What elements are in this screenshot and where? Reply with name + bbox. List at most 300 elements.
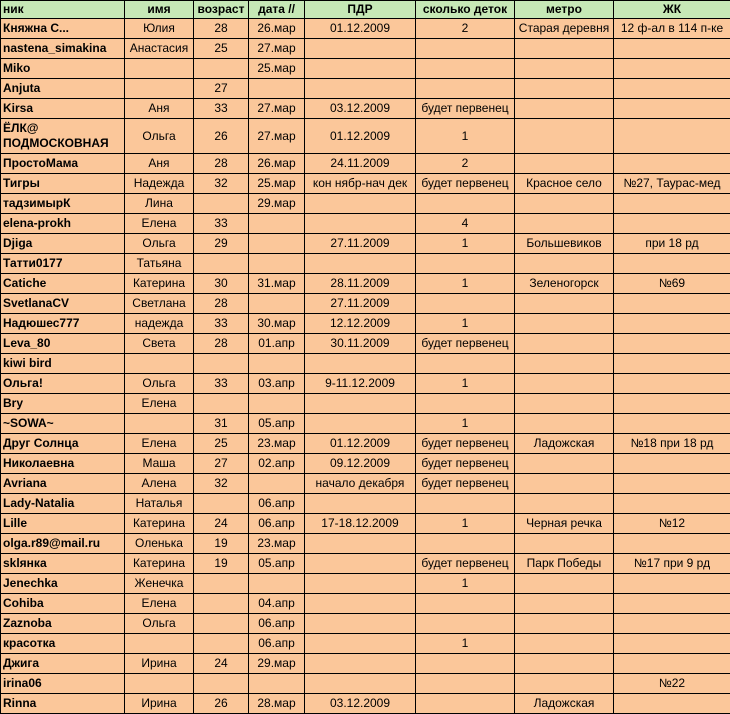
date-cell[interactable]: 04.апр bbox=[249, 594, 305, 614]
name-cell[interactable]: Татьяна bbox=[125, 254, 194, 274]
metro-cell[interactable] bbox=[515, 534, 614, 554]
kids-cell[interactable]: 4 bbox=[416, 214, 515, 234]
metro-cell[interactable] bbox=[515, 39, 614, 59]
kids-cell[interactable]: 1 bbox=[416, 574, 515, 594]
name-cell[interactable]: Анастасия bbox=[125, 39, 194, 59]
clinic-cell[interactable] bbox=[614, 454, 730, 474]
kids-cell[interactable] bbox=[416, 59, 515, 79]
age-cell[interactable]: 28 bbox=[194, 19, 249, 39]
table-row bbox=[1, 19, 730, 39]
due-date-cell[interactable] bbox=[305, 59, 416, 79]
date-cell[interactable]: 25.мар bbox=[249, 59, 305, 79]
kids-cell[interactable] bbox=[416, 39, 515, 59]
date-cell[interactable]: 01.апр bbox=[249, 334, 305, 354]
table-row bbox=[1, 594, 730, 614]
table-row bbox=[1, 454, 730, 474]
metro-cell[interactable] bbox=[515, 354, 614, 374]
clinic-cell[interactable] bbox=[614, 534, 730, 554]
name-cell[interactable] bbox=[125, 414, 194, 434]
nick-cell[interactable]: elena-prokh bbox=[1, 214, 125, 234]
age-cell[interactable] bbox=[194, 194, 249, 214]
kids-cell[interactable]: будет первенец bbox=[416, 554, 515, 574]
kids-cell[interactable]: будет первенец bbox=[416, 474, 515, 494]
nick-cell[interactable]: Zaznoba bbox=[1, 614, 125, 634]
due-date-cell[interactable]: 12.12.2009 bbox=[305, 314, 416, 334]
metro-cell[interactable] bbox=[515, 454, 614, 474]
age-cell[interactable]: 32 bbox=[194, 174, 249, 194]
date-cell[interactable]: 31.мар bbox=[249, 274, 305, 294]
date-cell[interactable] bbox=[249, 294, 305, 314]
table-row bbox=[1, 194, 730, 214]
metro-cell[interactable] bbox=[515, 194, 614, 214]
nick-cell[interactable]: Leva_80 bbox=[1, 334, 125, 354]
metro-cell[interactable] bbox=[515, 334, 614, 354]
date-cell[interactable] bbox=[249, 674, 305, 694]
nick-cell[interactable]: Cohiba bbox=[1, 594, 125, 614]
date-cell[interactable]: 29.мар bbox=[249, 194, 305, 214]
due-date-cell[interactable] bbox=[305, 534, 416, 554]
table-row bbox=[1, 654, 730, 674]
age-cell[interactable] bbox=[194, 59, 249, 79]
nick-cell[interactable]: Lille bbox=[1, 514, 125, 534]
kids-cell[interactable]: будет первенец bbox=[416, 334, 515, 354]
metro-cell[interactable] bbox=[515, 99, 614, 119]
nick-cell[interactable]: Rinna bbox=[1, 694, 125, 714]
metro-cell[interactable] bbox=[515, 474, 614, 494]
nick-cell[interactable]: Avriana bbox=[1, 474, 125, 494]
due-date-cell[interactable]: 9-11.12.2009 bbox=[305, 374, 416, 394]
clinic-cell[interactable] bbox=[614, 214, 730, 234]
clinic-cell[interactable] bbox=[614, 314, 730, 334]
header-row bbox=[1, 1, 730, 19]
date-cell[interactable]: 26.мар bbox=[249, 154, 305, 174]
nick-cell[interactable]: Miko bbox=[1, 59, 125, 79]
due-date-cell[interactable] bbox=[305, 554, 416, 574]
date-cell[interactable]: 06.апр bbox=[249, 494, 305, 514]
age-cell[interactable] bbox=[194, 254, 249, 274]
nick-cell[interactable]: SvetlanaCV bbox=[1, 294, 125, 314]
metro-cell[interactable] bbox=[515, 154, 614, 174]
kids-cell[interactable] bbox=[416, 674, 515, 694]
nick-cell[interactable]: Catiche bbox=[1, 274, 125, 294]
date-cell[interactable]: 23.мар bbox=[249, 534, 305, 554]
clinic-cell[interactable] bbox=[614, 294, 730, 314]
clinic-cell[interactable] bbox=[614, 594, 730, 614]
header-date[interactable]: дата // bbox=[249, 1, 305, 19]
name-cell[interactable]: Маша bbox=[125, 454, 194, 474]
clinic-cell[interactable] bbox=[614, 59, 730, 79]
name-cell[interactable]: Катерина bbox=[125, 554, 194, 574]
age-cell[interactable]: 28 bbox=[194, 294, 249, 314]
date-cell[interactable]: 27.мар bbox=[249, 119, 305, 154]
date-cell[interactable]: 06.апр bbox=[249, 614, 305, 634]
metro-cell[interactable] bbox=[515, 214, 614, 234]
date-cell[interactable] bbox=[249, 79, 305, 99]
nick-cell[interactable]: olga.r89@mail.ru bbox=[1, 534, 125, 554]
date-cell[interactable] bbox=[249, 574, 305, 594]
due-date-cell[interactable] bbox=[305, 414, 416, 434]
date-cell[interactable] bbox=[249, 394, 305, 414]
nick-cell[interactable]: Lady-Natalia bbox=[1, 494, 125, 514]
nick-cell[interactable]: Тигры bbox=[1, 174, 125, 194]
name-cell[interactable]: Елена bbox=[125, 214, 194, 234]
kids-cell[interactable]: 1 bbox=[416, 234, 515, 254]
nick-cell[interactable]: тадзимырК bbox=[1, 194, 125, 214]
metro-cell[interactable] bbox=[515, 574, 614, 594]
clinic-cell[interactable]: №17 при 9 рд bbox=[614, 554, 730, 574]
due-date-cell[interactable] bbox=[305, 254, 416, 274]
clinic-cell[interactable] bbox=[614, 634, 730, 654]
kids-cell[interactable] bbox=[416, 294, 515, 314]
metro-cell[interactable]: Ладожская bbox=[515, 434, 614, 454]
nick-cell[interactable]: Djiga bbox=[1, 234, 125, 254]
kids-cell[interactable] bbox=[416, 494, 515, 514]
table-row bbox=[1, 434, 730, 454]
date-cell[interactable] bbox=[249, 234, 305, 254]
table-row bbox=[1, 634, 730, 654]
age-cell[interactable]: 31 bbox=[194, 414, 249, 434]
clinic-cell[interactable] bbox=[614, 334, 730, 354]
nick-cell[interactable]: ~SOWA~ bbox=[1, 414, 125, 434]
age-cell[interactable]: 19 bbox=[194, 554, 249, 574]
age-cell[interactable] bbox=[194, 634, 249, 654]
kids-cell[interactable]: 1 bbox=[416, 374, 515, 394]
nick-cell[interactable]: Anjuta bbox=[1, 79, 125, 99]
metro-cell[interactable]: Ладожская bbox=[515, 694, 614, 714]
clinic-cell[interactable] bbox=[614, 394, 730, 414]
kids-cell[interactable]: будет первенец bbox=[416, 434, 515, 454]
clinic-cell[interactable] bbox=[614, 154, 730, 174]
name-cell[interactable]: Света bbox=[125, 334, 194, 354]
age-cell[interactable]: 27 bbox=[194, 454, 249, 474]
due-date-cell[interactable] bbox=[305, 494, 416, 514]
date-cell[interactable]: 28.мар bbox=[249, 694, 305, 714]
metro-cell[interactable] bbox=[515, 374, 614, 394]
date-cell[interactable]: 26.мар bbox=[249, 19, 305, 39]
kids-cell[interactable]: 2 bbox=[416, 154, 515, 174]
age-cell[interactable]: 24 bbox=[194, 514, 249, 534]
due-date-cell[interactable]: 03.12.2009 bbox=[305, 694, 416, 714]
age-cell[interactable]: 33 bbox=[194, 214, 249, 234]
nick-cell[interactable]: kiwi bird bbox=[1, 354, 125, 374]
age-cell[interactable] bbox=[194, 574, 249, 594]
kids-cell[interactable] bbox=[416, 354, 515, 374]
metro-cell[interactable] bbox=[515, 594, 614, 614]
metro-cell[interactable] bbox=[515, 254, 614, 274]
date-cell[interactable] bbox=[249, 474, 305, 494]
age-cell[interactable]: 28 bbox=[194, 154, 249, 174]
kids-cell[interactable]: 1 bbox=[416, 274, 515, 294]
date-cell[interactable]: 29.мар bbox=[249, 654, 305, 674]
date-cell[interactable]: 23.мар bbox=[249, 434, 305, 454]
name-cell[interactable]: надежда bbox=[125, 314, 194, 334]
due-date-cell[interactable]: 17-18.12.2009 bbox=[305, 514, 416, 534]
name-cell[interactable] bbox=[125, 354, 194, 374]
nick-cell[interactable]: sklянка bbox=[1, 554, 125, 574]
due-date-cell[interactable] bbox=[305, 634, 416, 654]
name-cell[interactable]: Елена bbox=[125, 434, 194, 454]
metro-cell[interactable] bbox=[515, 294, 614, 314]
metro-cell[interactable] bbox=[515, 414, 614, 434]
metro-cell[interactable]: Черная речка bbox=[515, 514, 614, 534]
clinic-cell[interactable]: №27, Таурас-мед bbox=[614, 174, 730, 194]
clinic-cell[interactable] bbox=[614, 414, 730, 434]
date-cell[interactable] bbox=[249, 254, 305, 274]
due-date-cell[interactable]: 27.11.2009 bbox=[305, 294, 416, 314]
name-cell[interactable]: Катерина bbox=[125, 514, 194, 534]
name-cell[interactable]: Елена bbox=[125, 394, 194, 414]
header-clinic[interactable]: ЖК bbox=[614, 1, 730, 19]
metro-cell[interactable] bbox=[515, 654, 614, 674]
name-cell[interactable]: Оленька bbox=[125, 534, 194, 554]
table-row bbox=[1, 274, 730, 294]
metro-cell[interactable]: Большевиков bbox=[515, 234, 614, 254]
metro-cell[interactable] bbox=[515, 674, 614, 694]
header-due-date[interactable]: ПДР bbox=[305, 1, 416, 19]
clinic-cell[interactable] bbox=[614, 99, 730, 119]
kids-cell[interactable]: 1 bbox=[416, 119, 515, 154]
due-date-cell[interactable]: кон нябр-нач дек bbox=[305, 174, 416, 194]
clinic-cell[interactable]: №18 при 18 рд bbox=[614, 434, 730, 454]
kids-cell[interactable]: 2 bbox=[416, 19, 515, 39]
kids-cell[interactable]: 1 bbox=[416, 514, 515, 534]
clinic-cell[interactable]: 12 ф-ал в 114 п-ке bbox=[614, 19, 730, 39]
due-date-cell[interactable] bbox=[305, 674, 416, 694]
clinic-cell[interactable] bbox=[614, 254, 730, 274]
age-cell[interactable]: 33 bbox=[194, 99, 249, 119]
nick-cell[interactable]: Николаевна bbox=[1, 454, 125, 474]
table-row bbox=[1, 554, 730, 574]
name-cell[interactable]: Светлана bbox=[125, 294, 194, 314]
kids-cell[interactable]: 1 bbox=[416, 634, 515, 654]
date-cell[interactable]: 03.апр bbox=[249, 374, 305, 394]
clinic-cell[interactable] bbox=[614, 654, 730, 674]
clinic-cell[interactable] bbox=[614, 194, 730, 214]
table-body bbox=[1, 19, 730, 714]
due-date-cell[interactable] bbox=[305, 354, 416, 374]
kids-cell[interactable] bbox=[416, 614, 515, 634]
metro-cell[interactable]: Старая деревня bbox=[515, 19, 614, 39]
due-date-cell[interactable]: начало декабря bbox=[305, 474, 416, 494]
nick-cell[interactable]: ЁЛК@ ПОДМОСКОВНАЯ bbox=[1, 119, 125, 154]
kids-cell[interactable] bbox=[416, 594, 515, 614]
date-cell[interactable]: 27.мар bbox=[249, 39, 305, 59]
nick-cell[interactable]: irina06 bbox=[1, 674, 125, 694]
clinic-cell[interactable]: №12 bbox=[614, 514, 730, 534]
table-row bbox=[1, 174, 730, 194]
header-age[interactable]: возраст bbox=[194, 1, 249, 19]
kids-cell[interactable]: будет первенец bbox=[416, 454, 515, 474]
nick-cell[interactable]: Друг Солнца bbox=[1, 434, 125, 454]
name-cell[interactable]: Алена bbox=[125, 474, 194, 494]
date-cell[interactable]: 27.мар bbox=[249, 99, 305, 119]
age-cell[interactable] bbox=[194, 614, 249, 634]
header-metro[interactable]: метро bbox=[515, 1, 614, 19]
date-cell[interactable]: 25.мар bbox=[249, 174, 305, 194]
name-cell[interactable] bbox=[125, 59, 194, 79]
name-cell[interactable]: Женечка bbox=[125, 574, 194, 594]
clinic-cell[interactable]: №69 bbox=[614, 274, 730, 294]
age-cell[interactable]: 25 bbox=[194, 39, 249, 59]
metro-cell[interactable] bbox=[515, 614, 614, 634]
nick-cell[interactable]: nastena_simakina bbox=[1, 39, 125, 59]
due-date-cell[interactable]: 09.12.2009 bbox=[305, 454, 416, 474]
due-date-cell[interactable] bbox=[305, 614, 416, 634]
table-row bbox=[1, 334, 730, 354]
metro-cell[interactable]: Зеленогорск bbox=[515, 274, 614, 294]
name-cell[interactable]: Катерина bbox=[125, 274, 194, 294]
name-cell[interactable]: Наталья bbox=[125, 494, 194, 514]
due-date-cell[interactable]: 01.12.2009 bbox=[305, 119, 416, 154]
clinic-cell[interactable] bbox=[614, 694, 730, 714]
metro-cell[interactable]: Красное село bbox=[515, 174, 614, 194]
header-nick[interactable]: ник bbox=[1, 1, 125, 19]
name-cell[interactable] bbox=[125, 79, 194, 99]
metro-cell[interactable] bbox=[515, 79, 614, 99]
clinic-cell[interactable] bbox=[614, 354, 730, 374]
due-date-cell[interactable] bbox=[305, 654, 416, 674]
metro-cell[interactable] bbox=[515, 59, 614, 79]
age-cell[interactable] bbox=[194, 594, 249, 614]
due-date-cell[interactable] bbox=[305, 394, 416, 414]
table-row bbox=[1, 474, 730, 494]
kids-cell[interactable]: 1 bbox=[416, 414, 515, 434]
nick-cell[interactable]: Bry bbox=[1, 394, 125, 414]
clinic-cell[interactable] bbox=[614, 119, 730, 154]
due-date-cell[interactable]: 27.11.2009 bbox=[305, 234, 416, 254]
age-cell[interactable]: 24 bbox=[194, 654, 249, 674]
nick-cell[interactable]: красотка bbox=[1, 634, 125, 654]
metro-cell[interactable] bbox=[515, 634, 614, 654]
metro-cell[interactable] bbox=[515, 494, 614, 514]
metro-cell[interactable]: Парк Победы bbox=[515, 554, 614, 574]
kids-cell[interactable] bbox=[416, 534, 515, 554]
name-cell[interactable]: Надежда bbox=[125, 174, 194, 194]
clinic-cell[interactable] bbox=[614, 474, 730, 494]
nick-cell[interactable]: Jenechka bbox=[1, 574, 125, 594]
date-cell[interactable]: 05.апр bbox=[249, 414, 305, 434]
kids-cell[interactable] bbox=[416, 394, 515, 414]
kids-cell[interactable]: будет первенец bbox=[416, 99, 515, 119]
kids-cell[interactable] bbox=[416, 694, 515, 714]
clinic-cell[interactable] bbox=[614, 79, 730, 99]
metro-cell[interactable] bbox=[515, 314, 614, 334]
clinic-cell[interactable]: №22 bbox=[614, 674, 730, 694]
clinic-cell[interactable] bbox=[614, 574, 730, 594]
table-row bbox=[1, 79, 730, 99]
nick-cell[interactable]: Надюшес777 bbox=[1, 314, 125, 334]
age-cell[interactable] bbox=[194, 354, 249, 374]
age-cell[interactable] bbox=[194, 494, 249, 514]
name-cell[interactable]: Лина bbox=[125, 194, 194, 214]
due-date-cell[interactable] bbox=[305, 79, 416, 99]
name-cell[interactable] bbox=[125, 674, 194, 694]
table-row bbox=[1, 119, 730, 154]
age-cell[interactable]: 27 bbox=[194, 79, 249, 99]
name-cell[interactable]: Ирина bbox=[125, 694, 194, 714]
age-cell[interactable] bbox=[194, 674, 249, 694]
clinic-cell[interactable] bbox=[614, 614, 730, 634]
nick-cell[interactable]: Джига bbox=[1, 654, 125, 674]
age-cell[interactable]: 28 bbox=[194, 334, 249, 354]
age-cell[interactable] bbox=[194, 394, 249, 414]
kids-cell[interactable] bbox=[416, 654, 515, 674]
age-cell[interactable]: 19 bbox=[194, 534, 249, 554]
due-date-cell[interactable] bbox=[305, 214, 416, 234]
date-cell[interactable] bbox=[249, 214, 305, 234]
metro-cell[interactable] bbox=[515, 119, 614, 154]
clinic-cell[interactable]: при 18 рд bbox=[614, 234, 730, 254]
metro-cell[interactable] bbox=[515, 394, 614, 414]
date-cell[interactable]: 30.мар bbox=[249, 314, 305, 334]
name-cell[interactable]: Елена bbox=[125, 594, 194, 614]
due-date-cell[interactable] bbox=[305, 39, 416, 59]
kids-cell[interactable] bbox=[416, 79, 515, 99]
table-row bbox=[1, 534, 730, 554]
date-cell[interactable]: 06.апр bbox=[249, 634, 305, 654]
kids-cell[interactable]: будет первенец bbox=[416, 174, 515, 194]
name-cell[interactable]: Ольга bbox=[125, 614, 194, 634]
due-date-cell[interactable] bbox=[305, 194, 416, 214]
name-cell[interactable]: Юлия bbox=[125, 19, 194, 39]
due-date-cell[interactable]: 24.11.2009 bbox=[305, 154, 416, 174]
due-date-cell[interactable]: 03.12.2009 bbox=[305, 99, 416, 119]
table-row bbox=[1, 39, 730, 59]
date-cell[interactable]: 06.апр bbox=[249, 514, 305, 534]
age-cell[interactable]: 33 bbox=[194, 374, 249, 394]
due-date-cell[interactable]: 01.12.2009 bbox=[305, 19, 416, 39]
age-cell[interactable]: 29 bbox=[194, 234, 249, 254]
kids-cell[interactable] bbox=[416, 194, 515, 214]
name-cell[interactable]: Ольга bbox=[125, 234, 194, 254]
nick-cell[interactable]: Ольга! bbox=[1, 374, 125, 394]
nick-cell[interactable]: Татти0177 bbox=[1, 254, 125, 274]
date-cell[interactable]: 02.апр bbox=[249, 454, 305, 474]
date-cell[interactable]: 05.апр bbox=[249, 554, 305, 574]
nick-cell[interactable]: Kirsa bbox=[1, 99, 125, 119]
clinic-cell[interactable] bbox=[614, 39, 730, 59]
date-cell[interactable] bbox=[249, 354, 305, 374]
kids-cell[interactable] bbox=[416, 254, 515, 274]
name-cell[interactable] bbox=[125, 634, 194, 654]
name-cell[interactable]: Аня bbox=[125, 154, 194, 174]
header-name[interactable]: имя bbox=[125, 1, 194, 19]
age-cell[interactable]: 32 bbox=[194, 474, 249, 494]
table-row bbox=[1, 59, 730, 79]
due-date-cell[interactable] bbox=[305, 594, 416, 614]
due-date-cell[interactable] bbox=[305, 574, 416, 594]
due-date-cell[interactable]: 28.11.2009 bbox=[305, 274, 416, 294]
clinic-cell[interactable] bbox=[614, 374, 730, 394]
table-row bbox=[1, 154, 730, 174]
nick-cell[interactable]: Княжна С... bbox=[1, 19, 125, 39]
name-cell[interactable]: Аня bbox=[125, 99, 194, 119]
name-cell[interactable]: Ольга bbox=[125, 374, 194, 394]
header-kids[interactable]: сколько деток bbox=[416, 1, 515, 19]
kids-cell[interactable]: 1 bbox=[416, 314, 515, 334]
age-cell[interactable]: 33 bbox=[194, 314, 249, 334]
due-date-cell[interactable]: 30.11.2009 bbox=[305, 334, 416, 354]
name-cell[interactable]: Ольга bbox=[125, 119, 194, 154]
age-cell[interactable]: 30 bbox=[194, 274, 249, 294]
name-cell[interactable]: Ирина bbox=[125, 654, 194, 674]
clinic-cell[interactable] bbox=[614, 494, 730, 514]
age-cell[interactable]: 25 bbox=[194, 434, 249, 454]
age-cell[interactable]: 26 bbox=[194, 119, 249, 154]
age-cell[interactable]: 26 bbox=[194, 694, 249, 714]
nick-cell[interactable]: ПростоМама bbox=[1, 154, 125, 174]
due-date-cell[interactable]: 01.12.2009 bbox=[305, 434, 416, 454]
